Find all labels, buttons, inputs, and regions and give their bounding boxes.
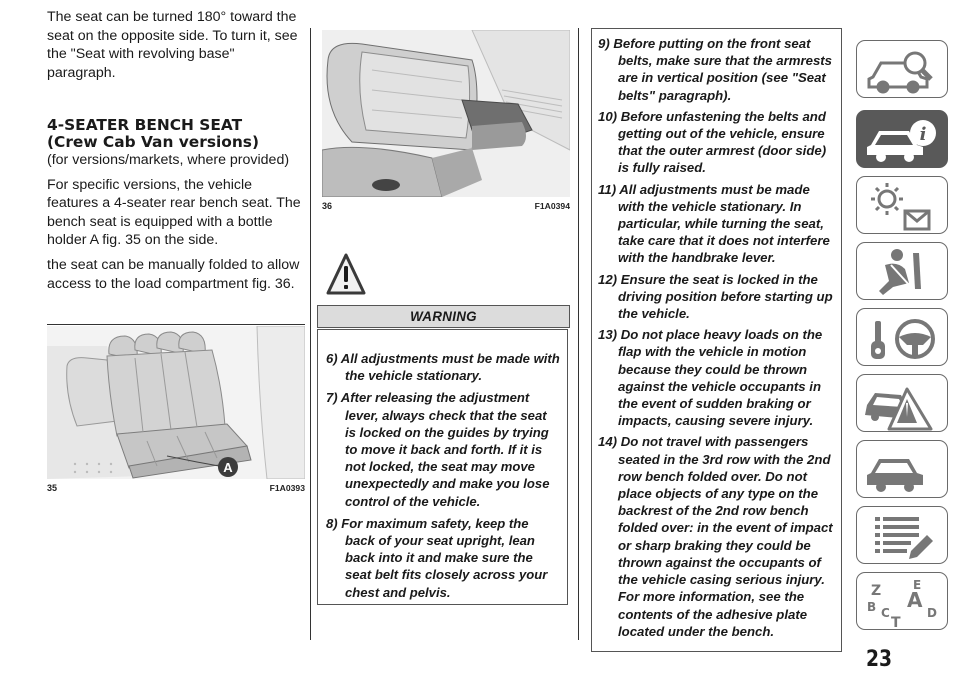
fig35-top-rule bbox=[47, 324, 305, 325]
note-item: 14) Do not travel with passengers seated in the 3rd row with the 2nd row bench folded over. Do not place objects of any type on the backrest of the 2nd row bench folded over: in the event of impact or sharp braking they could be thrown against the occupants of the vehicle casing serious injury. For more information, see the contents of the adhesive plate located under the bench. bbox=[598, 434, 833, 639]
index-letter: T bbox=[891, 615, 901, 631]
fig36-caption bbox=[322, 201, 570, 211]
warning-title: WARNING bbox=[317, 305, 570, 328]
notes-box bbox=[591, 28, 842, 652]
index-letter: D bbox=[927, 606, 937, 620]
tab-car-info[interactable] bbox=[856, 110, 948, 168]
index-letter: B bbox=[867, 600, 877, 614]
section-heading bbox=[47, 117, 309, 151]
para-1: For specific versions, the vehicle features a 4-seater rear bench seat. The bench seat is equipped with a bottle holder A fig. 35 on the side. bbox=[47, 176, 301, 249]
index-letter: Z bbox=[871, 583, 882, 599]
index-letter: E bbox=[913, 578, 922, 592]
note-item: 13) Do not place heavy loads on the flap with the vehicle in motion because they could be thrown against the vehicle occupants in the event of sudden braking or impacts, causing severe injury. bbox=[598, 327, 823, 429]
folded-bench-illustration bbox=[322, 30, 570, 197]
breakdown-icon bbox=[857, 375, 949, 433]
section-subtitle: (Crew Cab Van versions) bbox=[47, 133, 259, 151]
tab-car-search[interactable] bbox=[856, 40, 948, 98]
para-2: the seat can be manually folded to allow access to the load compartment fig. 36. bbox=[47, 256, 300, 292]
section-title: 4-SEATER BENCH SEAT bbox=[47, 116, 243, 134]
warning-item: 8) For maximum safety, keep the back of your seat upright, lean back into it and make sure the seat belt fits closely across your chest and pelvis. bbox=[326, 515, 548, 600]
tab-alphabet-index[interactable] bbox=[856, 572, 948, 630]
car-search-icon bbox=[857, 41, 949, 99]
intro-text: The seat can be turned 180° toward the seat on the opposite side. To turn it, see the "Seat with revolving base" paragraph. bbox=[47, 9, 298, 81]
body-text bbox=[47, 151, 305, 293]
section-note: (for versions/markets, where provided) bbox=[47, 152, 290, 168]
fig35-number: 35 bbox=[47, 483, 58, 493]
note-item: 9) Before putting on the front seat belts, make sure that the armrests are in vertical position (see "Seat belts" paragraph). bbox=[598, 36, 833, 103]
fig36-number: 36 bbox=[322, 201, 333, 211]
warning-lights-icon bbox=[857, 177, 949, 235]
fig35-code: F1A0393 bbox=[269, 483, 305, 493]
tab-breakdown[interactable] bbox=[856, 374, 948, 432]
warning-item: 6) All adjustments must be made with the vehicle stationary. bbox=[326, 351, 560, 384]
notes-list bbox=[598, 35, 837, 640]
page-number: 23 bbox=[866, 647, 893, 672]
warning-box bbox=[317, 329, 568, 605]
column-divider-1 bbox=[310, 28, 311, 640]
tab-airbag-seat[interactable] bbox=[856, 242, 948, 300]
car-info-icon bbox=[857, 111, 949, 169]
note-item: 11) All adjustments must be made with the vehicle stationary. In particular, while turning the seat, take care that it does not interfere with the handbrake lever. bbox=[598, 181, 830, 266]
bench-seat-illustration bbox=[47, 326, 305, 479]
warning-triangle-icon bbox=[326, 253, 366, 297]
alphabet-index-icon bbox=[857, 573, 949, 631]
warning-item: 7) After releasing the adjustment lever, always check that the seat is locked on the guides by trying to move it back and forth. If it is not locked, the seat may move unexpectedly and make you lose control of the vehicle. bbox=[326, 390, 550, 509]
fig36-illustration bbox=[322, 30, 570, 197]
tab-warning-lights[interactable] bbox=[856, 176, 948, 234]
tab-car-service[interactable] bbox=[856, 440, 948, 498]
note-item: 10) Before unfastening the belts and getting out of the vehicle, ensure that the outer armrest (door side) is fully raised. bbox=[598, 108, 827, 176]
index-letter: A bbox=[907, 588, 923, 612]
note-item: 12) Ensure the seat is locked in the driving position before starting up the vehicle. bbox=[598, 271, 833, 322]
tab-specifications[interactable] bbox=[856, 506, 948, 564]
fig36-code: F1A0394 bbox=[534, 201, 570, 211]
index-letter: C bbox=[881, 606, 890, 620]
fig35-caption bbox=[47, 483, 305, 493]
svg-text:i: i bbox=[919, 124, 927, 145]
car-service-icon bbox=[857, 441, 949, 499]
intro-block bbox=[47, 8, 305, 82]
airbag-seat-icon bbox=[857, 243, 949, 301]
key-steering-icon bbox=[857, 309, 949, 367]
tab-key-steering[interactable] bbox=[856, 308, 948, 366]
column-divider-2 bbox=[578, 28, 579, 640]
warning-list bbox=[326, 350, 561, 601]
fig35-callout: A bbox=[223, 460, 233, 475]
fig35-illustration bbox=[47, 326, 305, 479]
specifications-list-icon bbox=[857, 507, 949, 565]
